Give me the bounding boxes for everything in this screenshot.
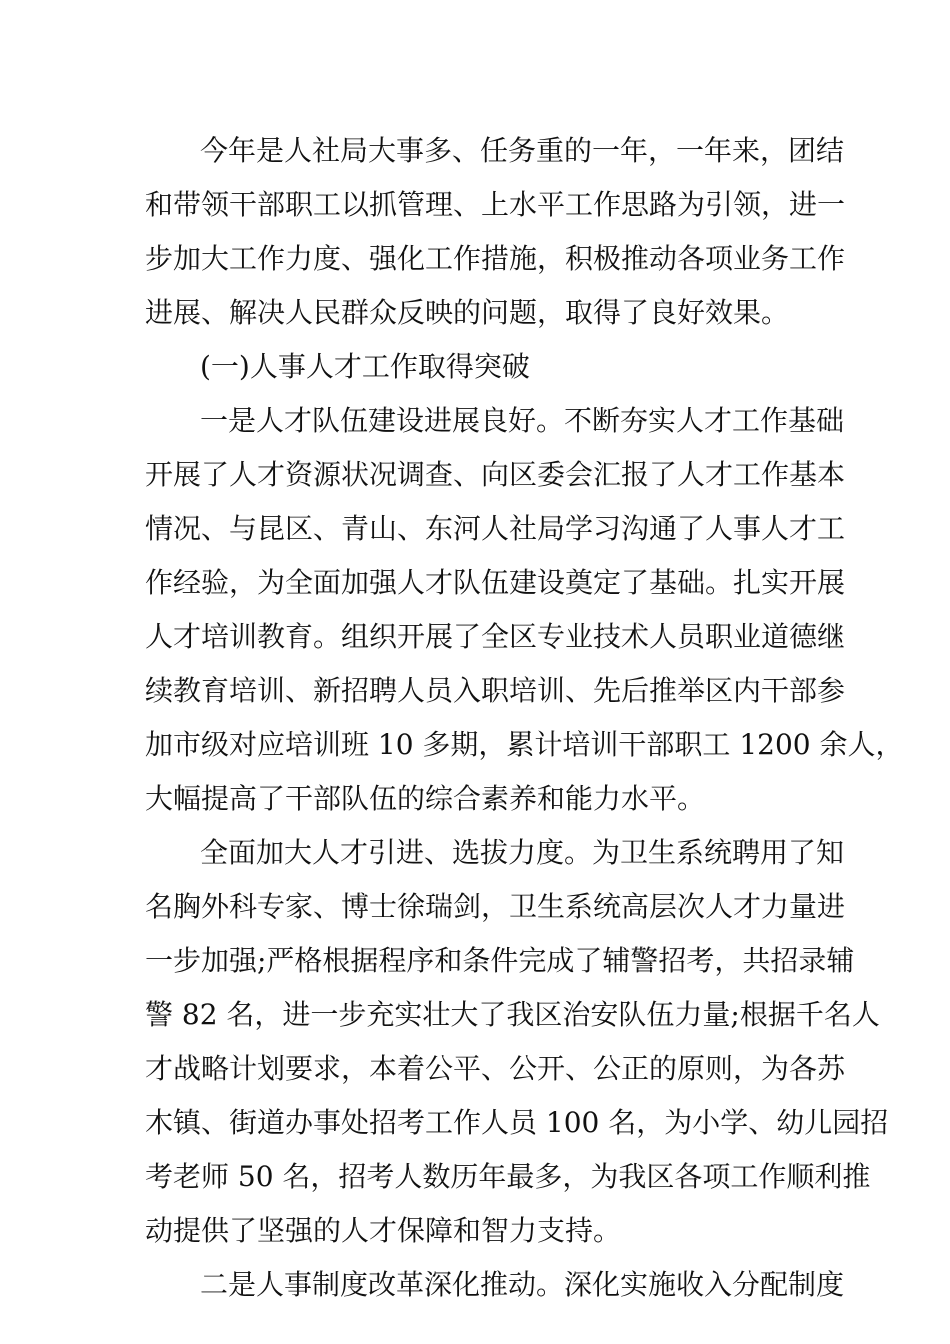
- paragraph-line: 加市级对应培训班 10 多期，累计培训干部职工 1200 余人，: [145, 728, 904, 761]
- paragraph-line: 木镇、街道办事处招考工作人员 100 名，为小学、幼儿园招: [145, 1106, 889, 1139]
- paragraph-line: 作经验，为全面加强人才队伍建设奠定了基础。扎实开展: [145, 566, 846, 599]
- paragraph-line: 考老师 50 名，招考人数历年最多，为我区各项工作顺利推: [145, 1160, 871, 1193]
- paragraph-line: 步加大工作力度、强化工作措施，积极推动各项业务工作: [145, 242, 846, 275]
- paragraph-line: 动提供了坚强的人才保障和智力支持。: [145, 1214, 622, 1247]
- paragraph-line: 名胸外科专家、博士徐瑞剑，卫生系统高层次人才力量进: [145, 890, 846, 923]
- paragraph-line: 进展、解决人民群众反映的问题，取得了良好效果。: [145, 296, 790, 329]
- paragraph-line: 和带领干部职工以抓管理、上水平工作思路为引领，进一: [145, 188, 846, 221]
- paragraph-line: 一步加强;严格根据程序和条件完成了辅警招考，共招录辅: [145, 944, 855, 977]
- paragraph-line: 今年是人社局大事多、任务重的一年，一年来，团结: [200, 134, 845, 167]
- paragraph-line: 二是人事制度改革深化推动。深化实施收入分配制度: [200, 1268, 845, 1301]
- paragraph-line: 情况、与昆区、青山、东河人社局学习沟通了人事人才工: [145, 512, 846, 545]
- paragraph-line: 才战略计划要求，本着公平、公开、公正的原则，为各苏: [145, 1052, 846, 1085]
- paragraph-line: 开展了人才资源状况调查、向区委会汇报了人才工作基本: [145, 458, 846, 491]
- paragraph-line: 全面加大人才引进、选拔力度。为卫生系统聘用了知: [200, 836, 845, 869]
- paragraph-line: 续教育培训、新招聘人员入职培训、先后推举区内干部参: [145, 674, 846, 707]
- paragraph-line: 人才培训教育。组织开展了全区专业技术人员职业道德继: [145, 620, 846, 653]
- paragraph-line: 一是人才队伍建设进展良好。不断夯实人才工作基础: [200, 404, 845, 437]
- section-heading: (一)人事人才工作取得突破: [200, 350, 530, 383]
- paragraph-line: 警 82 名，进一步充实壮大了我区治安队伍力量;根据千名人: [145, 998, 880, 1031]
- paragraph-line: 大幅提高了干部队伍的综合素养和能力水平。: [145, 782, 706, 815]
